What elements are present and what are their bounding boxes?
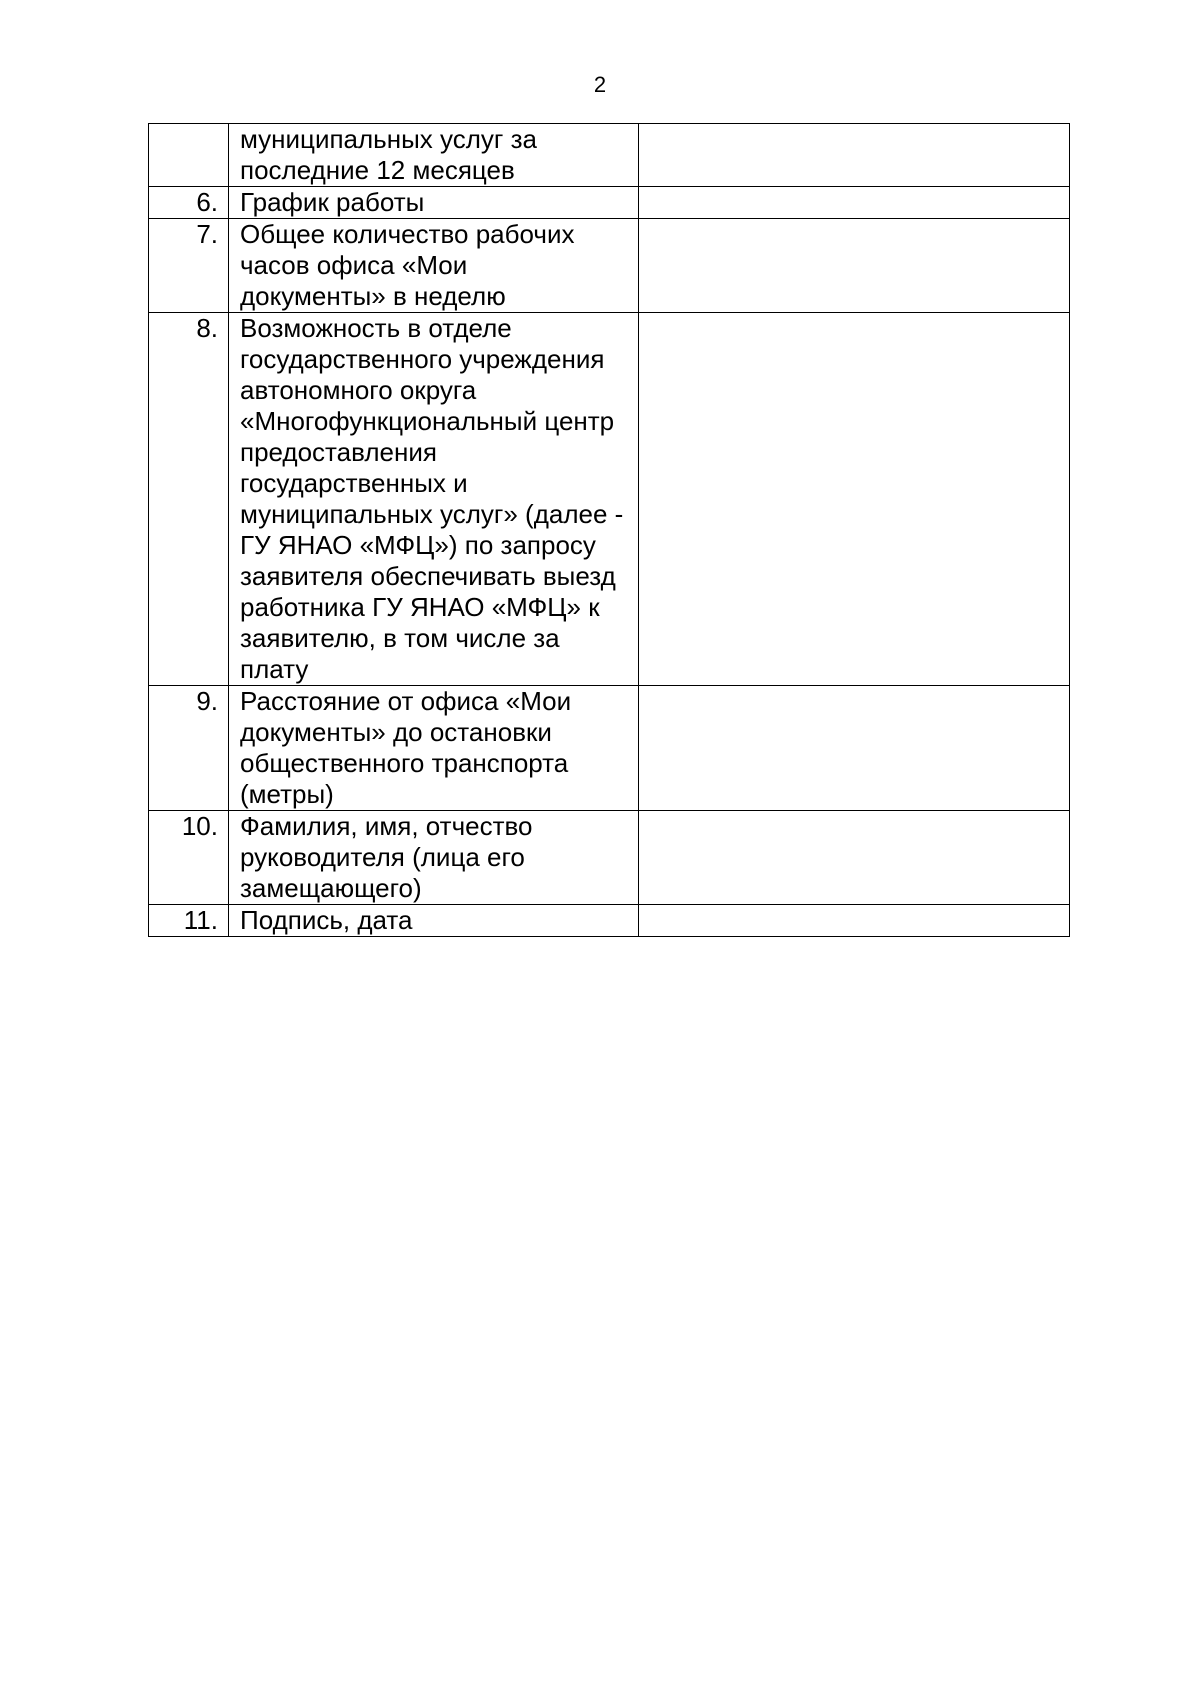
row-value-cell[interactable] <box>639 811 1070 905</box>
row-label-text: Возможность в отделе государственного учреждения автономного округа «Многофункциональный центр предоставления государственных и муниципальных услуг» (далее - ГУ ЯНАО «МФЦ») по запросу заявителя обеспечивать выезд работника ГУ ЯНАО «МФЦ» к заявителю, в том числе за плату <box>240 313 624 684</box>
row-label-text: Фамилия, имя, отчество руководителя (лица его замещающего) <box>240 811 533 903</box>
row-label <box>229 905 639 937</box>
table-row <box>149 905 1070 937</box>
row-value-cell[interactable] <box>639 124 1070 187</box>
row-label <box>229 124 639 187</box>
row-value-cell[interactable] <box>639 313 1070 686</box>
row-number <box>149 124 229 187</box>
row-label-text: Подпись, дата <box>240 905 413 935</box>
row-value-cell[interactable] <box>639 905 1070 937</box>
table-row <box>149 313 1070 686</box>
row-label <box>229 219 639 313</box>
table-row <box>149 811 1070 905</box>
row-label <box>229 313 639 686</box>
table-row <box>149 219 1070 313</box>
row-number: 7. <box>149 219 229 313</box>
table-row <box>149 187 1070 219</box>
row-number: 8. <box>149 313 229 686</box>
row-value-cell[interactable] <box>639 686 1070 811</box>
row-label-text: муниципальных услуг за последние 12 месяцев <box>240 124 537 185</box>
form-table <box>148 123 1070 937</box>
row-label <box>229 686 639 811</box>
row-label <box>229 811 639 905</box>
row-value-cell[interactable] <box>639 219 1070 313</box>
row-label-text: График работы <box>240 187 425 217</box>
row-label-text: Общее количество рабочих часов офиса «Мои документы» в неделю <box>240 219 575 311</box>
page-number: 2 <box>593 72 607 97</box>
row-number: 10. <box>149 811 229 905</box>
row-label <box>229 187 639 219</box>
table-row <box>149 686 1070 811</box>
row-number: 9. <box>149 686 229 811</box>
row-value-cell[interactable] <box>639 187 1070 219</box>
row-number: 6. <box>149 187 229 219</box>
table-row <box>149 124 1070 187</box>
row-label-text: Расстояние от офиса «Мои документы» до остановки общественного транспорта (метры) <box>240 686 572 809</box>
row-number: 11. <box>149 905 229 937</box>
